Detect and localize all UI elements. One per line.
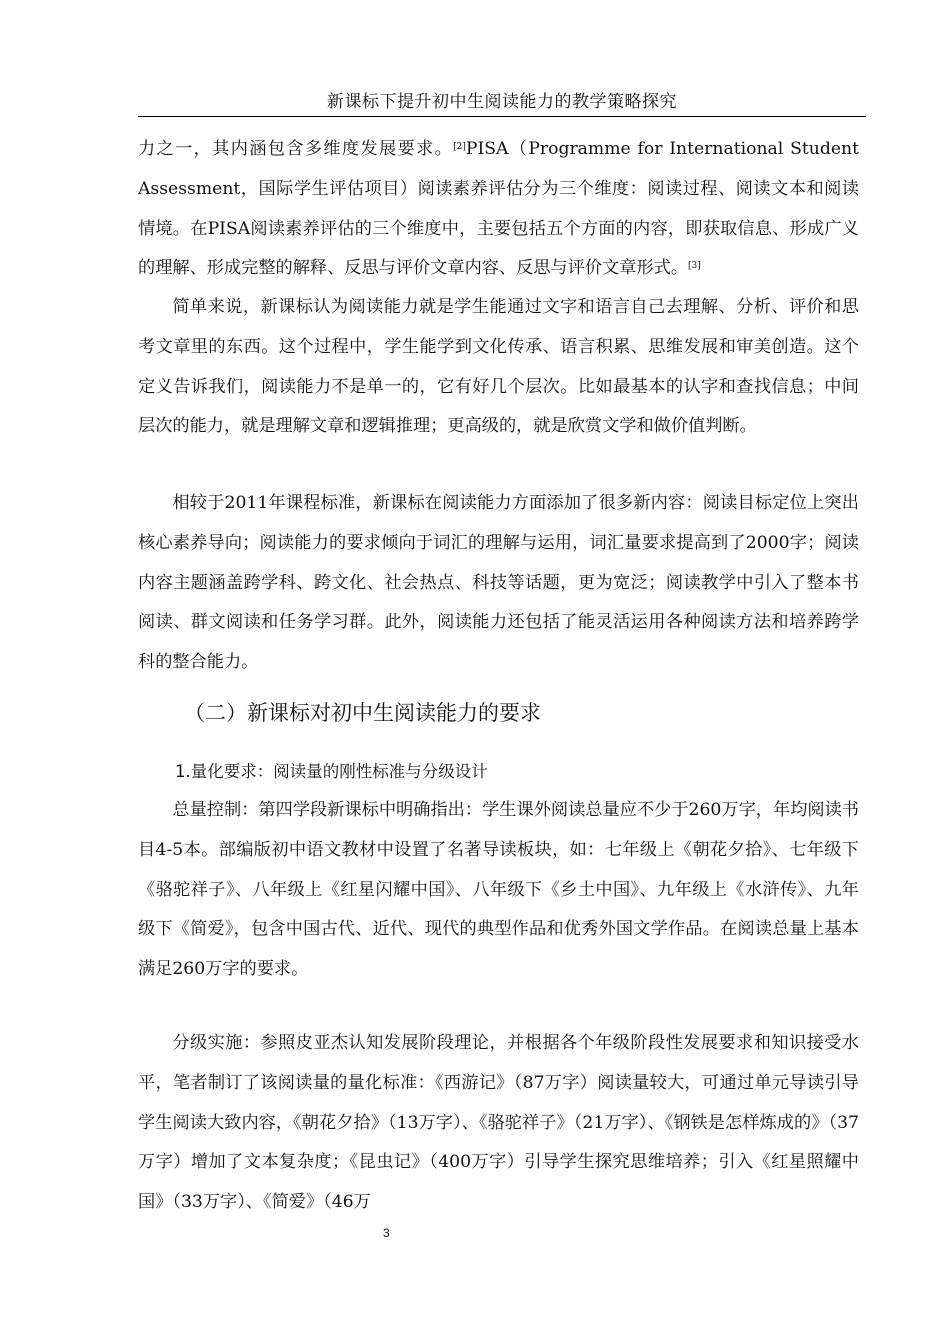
paragraph-pisa-part-b: PISA（Programme for International Student Assessment，国际学生评估项目）阅读素养评估分为三个维度：阅读过程、阅读文本和阅读情境。在PISA阅读素养评估的三个维度中，主要包括五个方面的内容，即获取信息、形成广义的理解、形成完整的解释、反思与评价文章内容、反思与评价文章形式。 bbox=[138, 139, 859, 279]
paragraph-pisa bbox=[138, 130, 859, 289]
citation-ref-3: [3] bbox=[688, 261, 701, 272]
citation-ref-2: [2] bbox=[453, 142, 466, 152]
paragraph-total-control: 总量控制：第四学段新课标中明确指出：学生课外阅读总量应不少于260万字，年均阅读书目4-5本。部编版初中语文教材中设置了名著导读板块，如：七年级上《朝花夕拾》、七年级下《骆驼祥子》、八年级上《红星闪耀中国》、八年级下《乡土中国》、九年级上《水浒传》、九年级下《简爱》，包含中国古代、近代、现代的典型作品和优秀外国文学作品。在阅读总量上基本满足260万字的要求。 bbox=[138, 800, 859, 980]
page-number: 3 bbox=[383, 1226, 390, 1240]
paragraph-definition: 简单来说，新课标认为阅读能力就是学生能通过文字和语言自己去理解、分析、评价和思考文章里的东西。这个过程中，学生能学到文化传承、语言积累、思维发展和审美创造。这个定义告诉我们，阅读能力不是单一的，它有好几个层次。比如最基本的认字和查找信息；中间层次的能力，就是理解文章和逻辑推理；更高级的，就是欣赏文学和做价值判断。 bbox=[138, 297, 859, 437]
paragraph-pisa-part-a: 力之一，其内涵包含多维度发展要求。 bbox=[138, 139, 454, 159]
running-header: 新课标下提升初中生阅读能力的教学策略探究 bbox=[327, 92, 677, 112]
section-heading: （二）新课标对初中生阅读能力的要求 bbox=[184, 701, 541, 725]
subsection-heading: 1.量化要求：阅读量的刚性标准与分级设计 bbox=[175, 762, 488, 781]
paragraph-comparison: 相较于2011年课程标准，新课标在阅读能力方面添加了很多新内容：阅读目标定位上突出核心素养导向；阅读能力的要求倾向于词汇的理解与运用，词汇量要求提高到了2000字；阅读内容主题涵盖跨学科、跨文化、社会热点、科技等话题，更为宽泛；阅读教学中引入了整本书阅读、群文阅读和任务学习群。此外，阅读能力还包括了能灵活运用各种阅读方法和培养跨学科的整合能力。 bbox=[138, 493, 859, 673]
paragraph-graded-implementation: 分级实施：参照皮亚杰认知发展阶段理论，并根据各个年级阶段性发展要求和知识接受水平，笔者制订了该阅读量的量化标准：《西游记》（87万字）阅读量较大，可通过单元导读引导学生阅读大致内容，《朝花夕拾》（13万字）、《骆驼祥子》（21万字）、《钢铁是怎样炼成的》（37万字）增加了文本复杂度；《昆虫记》（400万字）引导学生探究思维培养；引入《红星照耀中国》（33万字）、《简爱》（46万 bbox=[138, 1033, 859, 1213]
header-divider bbox=[138, 116, 866, 117]
